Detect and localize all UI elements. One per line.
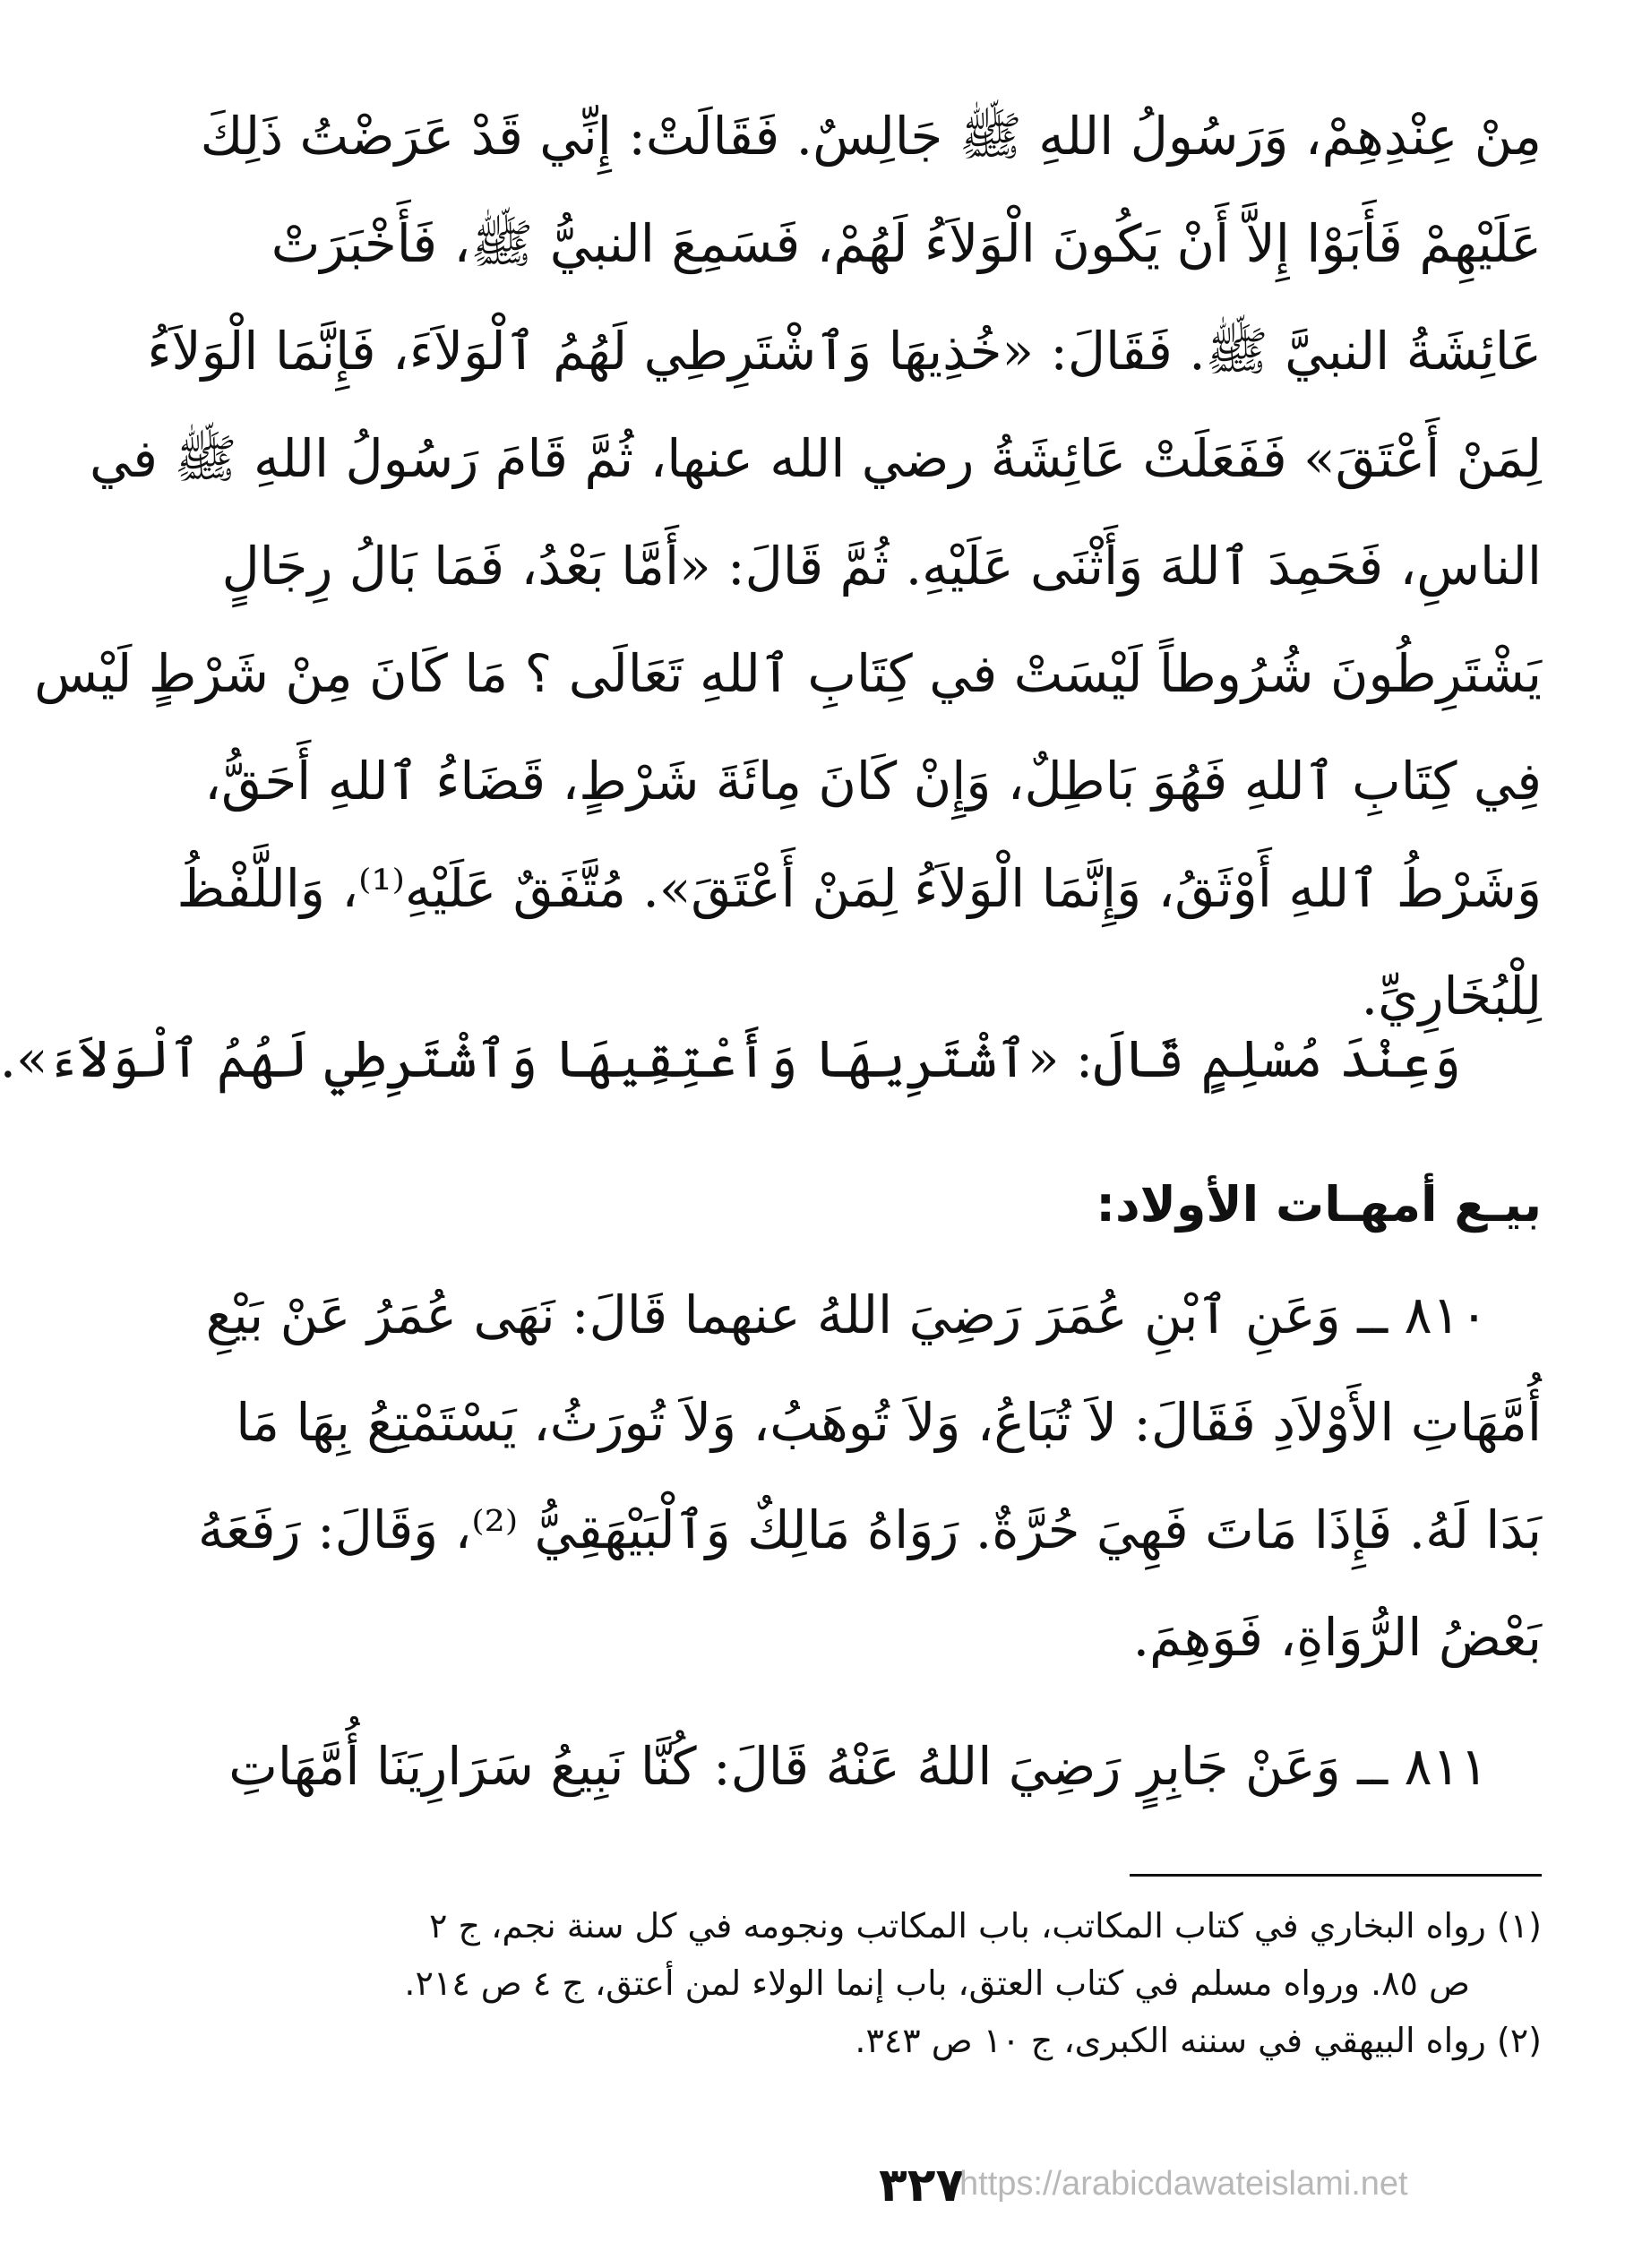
page-number: ٣٢٧ [879,2159,965,2212]
text-line: ٨١١ ــ وَعَنْ جَابِرٍ رَضِيَ اللهُ عَنْهُ قَالَ: كُنَّا نَبِيعُ سَرَارِيَنَا أُمَّهَاتِ [228,1736,1488,1797]
text-line: يَشْتَرِطُونَ شُرُوطاً لَيْسَتْ في كِتَابِ ٱللهِ تَعَالَى ؟ مَا كَانَ مِنْ شَرْطٍ لَيْس [34,643,1542,704]
text-line: أُمَّهَاتِ الأَوْلاَدِ فَقَالَ: لاَ تُبَاعُ، وَلاَ تُوهَبُ، وَلاَ تُورَثُ، يَسْتَمْتِعُ بِهَا مَا [236,1392,1542,1453]
text-line: فِي كِتَابِ ٱللهِ فَهُوَ بَاطِلٌ، وَإِنْ كَانَ مِائَةَ شَرْطٍ، قَضَاءُ ٱللهِ أَحَقُّ، [204,751,1542,812]
text-line: وَشَرْطُ ٱللهِ أَوْثَقُ، وَإِنَّمَا الْوَلاَءُ لِمَنْ أَعْتَقَ». مُتَّفَقٌ عَلَيْهِ⁽¹⁾، وَاللَّفْظُ [176,858,1542,919]
main-text-block [34,82,1542,1050]
footnote-divider [1130,1874,1542,1877]
footnote-marker: (١) [1496,1906,1542,1946]
text-line: وَعِنْدَ مُسْلِمٍ قَالَ: «ٱشْتَرِيهَا وَأَعْتِقِيهَا وَٱشْتَرِطِي لَهُمُ ٱلْوَلاَءَ». [0,1028,1461,1089]
footnote-1-continuation: ص ٨٥. ورواه مسلم في كتاب العتق، باب إنما الولاء لمن أعتق، ج ٤ ص ٢١٤. [404,1963,1470,2003]
footnote-marker: (٢) [1496,2021,1542,2060]
text-line: لِلْبُخَارِيِّ. [1361,966,1542,1027]
text-line: مِنْ عِنْدِهِمْ، وَرَسُولُ اللهِ ﷺ جَالِسٌ. فَقَالَتْ: إِنِّي قَدْ عَرَضْتُ ذَلِكَ [200,106,1542,167]
hadith-811 [228,1713,1542,1820]
footnote-text: رواه البخاري في كتاب المكاتب، باب المكاتب ونجومه في كل سنة نجم، ج ٢ [428,1906,1486,1946]
text-line: الناسِ، فَحَمِدَ ٱللهَ وَأَثْنَى عَلَيْهِ. ثُمَّ قَالَ: «أَمَّا بَعْدُ، فَمَا بَالُ رِجَالٍ [221,536,1542,597]
text-line: بَدَا لَهُ. فَإِذَا مَاتَ فَهِيَ حُرَّةٌ. رَوَاهُ مَالِكٌ وَٱلْبَيْهَقِيُّ ⁽²⁾، وَقَالَ: رَفَعَهُ [197,1499,1542,1560]
hadith-810 [197,1261,1542,1691]
text-line: بَعْضُ الرُّوَاةِ، فَوَهِمَ. [1132,1607,1542,1668]
muslim-narration [0,1005,1542,1113]
footnote-1 [301,1897,1542,1954]
section-heading: بيـع أمهـات الأولاد: [1096,1176,1542,1233]
text-line: عَلَيْهِمْ فَأَبَوْا إِلاَّ أَنْ يَكُونَ الْوَلاَءُ لَهُمْ، فَسَمِعَ النبيُّ ﷺ، فَأَخْبَرَتْ [271,213,1542,274]
watermark-url[interactable]: https://arabicdawateislami.net [959,2165,1408,2203]
footnotes [301,1897,1542,2069]
footnote-text: رواه البيهقي في سننه الكبرى، ج ١٠ ص ٣٤٣. [855,2021,1486,2060]
text-line: لِمَنْ أَعْتَقَ» فَفَعَلَتْ عَائِشَةُ رضي الله عنها، ثُمَّ قَامَ رَسُولُ اللهِ ﷺ في [89,428,1542,489]
page-footer [655,2154,1461,2217]
text-line: عَائِشَةُ النبيَّ ﷺ. فَقَالَ: «خُذِيهَا وَٱشْتَرِطِي لَهُمُ ٱلْوَلاَءَ، فَإِنَّمَا الْوَلاَءُ [147,321,1542,382]
text-line: ٨١٠ ــ وَعَنِ ٱبْنِ عُمَرَ رَضِيَ اللهُ عنهما قَالَ: نَهَى عُمَرُ عَنْ بَيْعِ [205,1284,1488,1345]
footnote-2 [301,2012,1542,2069]
